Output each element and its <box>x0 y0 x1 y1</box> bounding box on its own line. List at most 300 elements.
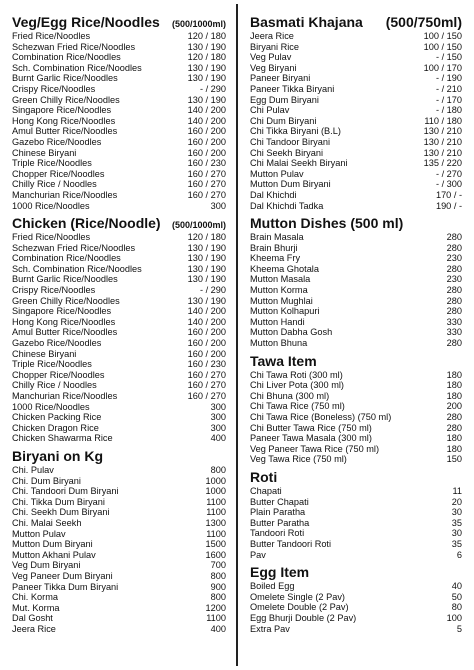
menu-item <box>250 253 462 264</box>
menu-item <box>250 317 462 328</box>
menu-item-name: Chi Tikka Biryani (B.L) <box>250 126 341 137</box>
menu-item-name: Mutton Dum Biryani <box>250 179 331 190</box>
menu-item <box>250 412 462 423</box>
menu-item-price: 160 / 270 <box>187 369 226 380</box>
menu-item <box>250 190 462 201</box>
menu-item-name: Brain Bhurji <box>250 242 298 253</box>
menu-item-name: Combination Rice/Noodles <box>12 253 121 264</box>
menu-item-price: 140 / 200 <box>187 115 226 126</box>
section-header <box>250 215 462 231</box>
menu-item-price: 40 <box>451 581 462 592</box>
menu-item <box>250 52 462 63</box>
menu-section <box>250 469 462 560</box>
menu-item <box>12 31 226 42</box>
menu-item-price: 160 / 200 <box>187 327 226 338</box>
menu-item-name: Boiled Egg <box>250 581 295 592</box>
menu-item-price: 280 <box>446 295 462 306</box>
menu-item <box>12 126 226 137</box>
menu-item-price: 1000 <box>205 475 226 486</box>
section-title: Roti <box>250 468 278 485</box>
menu-item-list <box>250 370 462 465</box>
menu-item-name: Chi. Seekh Dum Biryani <box>12 507 110 518</box>
menu-item-price: 130 / 190 <box>187 253 226 264</box>
menu-item <box>12 486 226 497</box>
menu-item <box>250 592 462 603</box>
menu-item <box>250 264 462 275</box>
menu-item <box>12 73 226 84</box>
menu-item-name: Green Chilly Rice/Noodles <box>12 295 120 306</box>
menu-item-name: Chi Seekh Biryani <box>250 147 324 158</box>
menu-item <box>12 518 226 529</box>
menu-item <box>12 507 226 518</box>
menu-item-price: 130 / 190 <box>187 274 226 285</box>
menu-item <box>12 63 226 74</box>
menu-item-name: 1000 Rice/Noodles <box>12 401 90 412</box>
menu-item <box>250 73 462 84</box>
section-title: Mutton Dishes (500 ml) <box>250 215 404 232</box>
menu-item-price: 6 <box>456 549 462 560</box>
menu-item-list <box>12 31 226 211</box>
menu-item <box>250 285 462 296</box>
menu-item <box>12 529 226 540</box>
menu-item-name: Mutton Handi <box>250 316 305 327</box>
menu-item-name: Mutton Bhuna <box>250 338 308 349</box>
menu-item <box>250 31 462 42</box>
menu-item <box>12 137 226 148</box>
menu-item-price: 280 <box>446 242 462 253</box>
menu-item-name: Hong Kong Rice/Noodles <box>12 316 116 327</box>
menu-item <box>12 465 226 476</box>
menu-item <box>12 582 226 593</box>
menu-item-price: 160 / 270 <box>187 179 226 190</box>
menu-item-price: 1300 <box>205 517 226 528</box>
menu-item <box>12 84 226 95</box>
menu-item-price: 800 <box>210 570 226 581</box>
menu-item-name: Chi. Korma <box>12 592 58 603</box>
menu-item-name: Veg Biryani <box>250 62 297 73</box>
menu-item-price: 130 / 190 <box>187 242 226 253</box>
menu-item-name: Fried Rice/Noodles <box>12 31 91 41</box>
menu-item-price: 160 / 270 <box>187 380 226 391</box>
menu-item <box>250 95 462 106</box>
menu-item <box>12 148 226 159</box>
menu-item <box>12 190 226 201</box>
menu-item-list <box>250 581 462 634</box>
section-size-note: (500/1000ml) <box>171 220 226 231</box>
menu-item-name: Chi Malai Seekh Biryani <box>250 158 348 169</box>
menu-item <box>250 116 462 127</box>
menu-item <box>12 592 226 603</box>
menu-item-price: 1500 <box>205 539 226 550</box>
menu-item-name: Egg Bhurji Double (2 Pav) <box>250 612 357 623</box>
menu-item <box>250 274 462 285</box>
menu-section <box>12 215 226 444</box>
menu-item <box>250 179 462 190</box>
menu-item <box>250 528 462 539</box>
menu-item <box>12 158 226 169</box>
menu-item-name: Amul Butter Rice/Noodles <box>12 126 118 137</box>
menu-item-price: 160 / 200 <box>187 126 226 137</box>
menu-item <box>250 232 462 243</box>
menu-item <box>12 359 226 370</box>
menu-item-price: 1600 <box>205 549 226 560</box>
menu-item-name: Chi Liver Pota (300 ml) <box>250 380 344 391</box>
menu-item-price: - / 290 <box>199 83 226 94</box>
menu-item-price: 35 <box>451 517 462 528</box>
menu-item-name: Veg Paneer Tawa Rice (750 ml) <box>250 443 380 454</box>
menu-item-price: 130 / 190 <box>187 263 226 274</box>
menu-item-name: 1000 Rice/Noodles <box>12 200 90 211</box>
menu-item-price: 30 <box>451 528 462 539</box>
menu-item <box>12 476 226 487</box>
menu-item-price: 160 / 270 <box>187 168 226 179</box>
menu-item-name: Mutton Pulav <box>12 528 66 539</box>
menu-item-name: Chapati <box>250 485 282 496</box>
menu-item-price: 130 / 190 <box>187 94 226 105</box>
menu-section <box>250 14 462 211</box>
menu-item-name: Mutton Masala <box>250 274 311 285</box>
menu-item-name: Paneer Tikka Dum Biryani <box>12 581 119 592</box>
menu-item-name: Mutton Dabha Gosh <box>250 327 333 338</box>
menu-item <box>250 497 462 508</box>
menu-item-price: 160 / 200 <box>187 348 226 359</box>
menu-item <box>250 63 462 74</box>
menu-item <box>12 433 226 444</box>
menu-item-price: - / 170 <box>435 94 462 105</box>
menu-item-price: 160 / 270 <box>187 189 226 200</box>
menu-item <box>250 486 462 497</box>
menu-item-price: 400 <box>210 623 226 634</box>
menu-item-name: Kheema Ghotala <box>250 263 319 274</box>
menu-item-price: 1100 <box>206 496 226 507</box>
section-title: Biryani on Kg <box>12 447 104 464</box>
menu-item-price: 180 <box>446 433 462 444</box>
menu-item-name: Schezwan Fried Rice/Noodles <box>12 242 136 253</box>
menu-item-name: Chicken Shawarma Rice <box>12 433 113 444</box>
menu-item <box>12 327 226 338</box>
menu-item-price: 30 <box>451 507 462 518</box>
menu-item-price: 170 / - <box>435 189 462 200</box>
menu-item <box>12 349 226 360</box>
menu-item-name: Omelete Double (2 Pav) <box>250 602 349 613</box>
menu-item-name: Veg Dum Biryani <box>12 560 81 571</box>
menu-section <box>250 215 462 349</box>
menu-item-price: 100 <box>446 612 462 623</box>
menu-item-name: Mutton Pulav <box>250 168 304 179</box>
menu-item-price: 280 <box>446 422 462 433</box>
menu-item <box>12 285 226 296</box>
section-header <box>250 353 462 369</box>
menu-item <box>12 338 226 349</box>
menu-item-list <box>12 465 226 635</box>
section-size-note: (500/750ml) <box>385 14 462 30</box>
menu-item-price: 180 <box>446 369 462 380</box>
menu-item-price: 20 <box>451 496 462 507</box>
section-title: Veg/Egg Rice/Noodles <box>12 14 160 30</box>
menu-item <box>250 338 462 349</box>
menu-item-price: 280 <box>446 263 462 274</box>
menu-item-price: - / 210 <box>435 83 462 94</box>
menu-item-name: Chi Tawa Rice (Boneless) (750 ml) <box>250 412 392 422</box>
menu-item <box>250 401 462 412</box>
menu-item-name: Egg Dum Biryani <box>250 94 319 105</box>
menu-item-price: 1100 <box>206 507 226 518</box>
menu-item-list <box>12 232 226 444</box>
menu-item-name: Chilly Rice / Noodles <box>12 179 97 190</box>
menu-item <box>12 232 226 243</box>
menu-item <box>12 306 226 317</box>
menu-item-price: 35 <box>451 538 462 549</box>
menu-item-name: Singapore Rice/Noodles <box>12 306 112 317</box>
menu-item-name: Burnt Garlic Rice/Noodles <box>12 274 118 285</box>
menu-section <box>250 564 462 634</box>
menu-item-name: Jeera Rice <box>250 31 294 41</box>
menu-item <box>250 126 462 137</box>
menu-item-price: 120 / 180 <box>187 232 226 243</box>
menu-item-price: - / 190 <box>435 73 462 84</box>
menu-item-price: 120 / 180 <box>187 52 226 63</box>
menu-item-price: 330 <box>446 316 462 327</box>
menu-item-name: Burnt Garlic Rice/Noodles <box>12 73 118 84</box>
menu-item-list <box>250 486 462 560</box>
menu-item-name: Chicken Packing Rice <box>12 412 102 423</box>
menu-item-price: 300 <box>210 412 226 423</box>
menu-item <box>12 380 226 391</box>
menu-section <box>250 353 462 465</box>
menu-item-name: Butter Paratha <box>250 517 310 528</box>
menu-item-price: 160 / 200 <box>187 147 226 158</box>
menu-item-price: 1200 <box>205 602 226 613</box>
menu-item-price: 200 <box>446 401 462 412</box>
section-header <box>250 564 462 580</box>
menu-item-price: 160 / 200 <box>187 136 226 147</box>
menu-item-price: 180 <box>446 380 462 391</box>
menu-item-name: Butter Chapati <box>250 496 309 507</box>
menu-item <box>12 423 226 434</box>
menu-item-name: Sch. Combination Rice/Noodles <box>12 263 142 274</box>
menu-item-price: 330 <box>446 327 462 338</box>
menu-item-name: Crispy Rice/Noodles <box>12 83 96 94</box>
menu-item-name: Biryani Rice <box>250 41 300 52</box>
menu-item <box>12 105 226 116</box>
menu-item <box>12 116 226 127</box>
menu-item-name: Amul Butter Rice/Noodles <box>12 327 118 338</box>
menu-item <box>12 391 226 402</box>
menu-item <box>250 105 462 116</box>
menu-item-price: 130 / 210 <box>423 147 462 158</box>
menu-item-name: Chi. Malai Seekh <box>12 517 82 528</box>
menu-item-price: 300 <box>210 401 226 412</box>
menu-item-name: Paneer Biryani <box>250 73 311 84</box>
menu-item-name: Chi. Tikka Dum Biryani <box>12 496 105 507</box>
menu-item <box>250 306 462 317</box>
menu-item <box>250 380 462 391</box>
menu-item <box>12 539 226 550</box>
menu-item-price: 280 <box>446 285 462 296</box>
menu-item-name: Chopper Rice/Noodles <box>12 369 105 380</box>
menu-item <box>12 179 226 190</box>
menu-item-price: 400 <box>210 433 226 444</box>
menu-item-name: Manchurian Rice/Noodles <box>12 189 118 200</box>
menu-item-name: Chi. Tandoori Dum Biryani <box>12 486 119 497</box>
menu-item-name: Chinese Biryani <box>12 147 77 158</box>
menu-item <box>12 613 226 624</box>
section-header <box>250 14 462 30</box>
menu-item-price: 190 / - <box>435 200 462 211</box>
menu-item-name: Chi Pulav <box>250 105 290 116</box>
menu-item-price: 900 <box>210 581 226 592</box>
menu-item <box>250 423 462 434</box>
menu-item <box>12 169 226 180</box>
menu-item <box>250 137 462 148</box>
menu-item-name: Gazebo Rice/Noodles <box>12 136 102 147</box>
menu-item-name: Butter Tandoori Roti <box>250 538 332 549</box>
menu-item-price: - / 290 <box>199 285 226 296</box>
menu-item-price: 120 / 180 <box>187 31 226 41</box>
menu-item-price: - / 150 <box>435 52 462 63</box>
menu-item <box>250 42 462 53</box>
menu-item <box>12 560 226 571</box>
menu-item-name: Chilly Rice / Noodles <box>12 380 97 391</box>
menu-item-name: Chi. Pulav <box>12 464 54 475</box>
menu-item <box>250 539 462 550</box>
menu-item-price: 280 <box>446 338 462 349</box>
menu-item <box>12 571 226 582</box>
menu-item-price: 130 / 190 <box>187 41 226 52</box>
section-header <box>12 215 226 231</box>
menu-item-price: 50 <box>451 591 462 602</box>
menu-item-price: 160 / 230 <box>187 158 226 169</box>
menu-item-price: 140 / 200 <box>187 105 226 116</box>
menu-item <box>12 243 226 254</box>
menu-item-price: 80 <box>451 602 462 613</box>
menu-item-price: 800 <box>210 464 226 475</box>
menu-item-name: Jeera Rice <box>12 623 56 634</box>
menu-item-name: Gazebo Rice/Noodles <box>12 338 102 349</box>
menu-left-column <box>12 10 226 634</box>
menu-item-price: 280 <box>446 412 462 422</box>
menu-item-name: Chi Butter Tawa Rice (750 ml) <box>250 422 372 433</box>
menu-item-name: Veg Paneer Dum Biryani <box>12 570 113 581</box>
menu-item <box>12 42 226 53</box>
menu-item <box>12 296 226 307</box>
menu-item-name: Chopper Rice/Noodles <box>12 168 105 179</box>
menu-item <box>250 169 462 180</box>
menu-item <box>12 497 226 508</box>
menu-item-price: 130 / 210 <box>423 126 462 137</box>
menu-item-price: 150 <box>446 454 462 465</box>
menu-item <box>250 602 462 613</box>
menu-item-name: Veg Tawa Rice (750 ml) <box>250 454 347 465</box>
menu-item-name: Chi Dum Biryani <box>250 115 317 126</box>
menu-item-price: - / 180 <box>435 105 462 116</box>
menu-item-price: 180 <box>446 443 462 454</box>
menu-item-price: 130 / 210 <box>423 136 462 147</box>
menu-item-price: 300 <box>210 422 226 433</box>
menu-item-price: 135 / 220 <box>423 158 462 169</box>
menu-item <box>250 148 462 159</box>
menu-item-price: 280 <box>446 306 462 317</box>
menu-item <box>12 201 226 212</box>
menu-item-name: Chinese Biryani <box>12 348 77 359</box>
menu-item-price: 180 <box>446 390 462 401</box>
menu-item <box>12 412 226 423</box>
menu-item-name: Plain Paratha <box>250 507 306 518</box>
menu-item <box>250 84 462 95</box>
menu-item-price: 140 / 200 <box>187 316 226 327</box>
menu-item-name: Mutton Mughlai <box>250 295 313 306</box>
menu-item-list <box>250 232 462 349</box>
menu-item <box>12 370 226 381</box>
section-header <box>250 469 462 485</box>
menu-item-name: Dal Khichdi <box>250 189 297 200</box>
menu-item <box>12 402 226 413</box>
menu-item-name: Chi Bhuna (300 ml) <box>250 390 330 401</box>
menu-item-price: 1100 <box>206 528 226 539</box>
menu-item-name: Mutton Kolhapuri <box>250 306 320 317</box>
section-title: Chicken (Rice/Noodle) <box>12 215 161 232</box>
menu-item-name: Chi. Dum Biryani <box>12 475 81 486</box>
menu-item <box>250 581 462 592</box>
menu-item <box>12 264 226 275</box>
menu-section <box>12 14 226 211</box>
menu-item-name: Dal Gosht <box>12 613 53 624</box>
menu-item <box>250 201 462 212</box>
section-header <box>12 448 226 464</box>
section-size-note: (500/1000ml) <box>171 19 226 29</box>
menu-item-price: 11 <box>452 485 462 496</box>
menu-item <box>250 550 462 561</box>
menu-item-price: 100 / 150 <box>423 41 462 52</box>
menu-item-price: - / 300 <box>435 179 462 190</box>
menu-item-name: Hong Kong Rice/Noodles <box>12 115 116 126</box>
menu-item-name: Omelete Single (2 Pav) <box>250 591 345 602</box>
menu-item-price: 300 <box>210 200 226 211</box>
menu-item-name: Extra Pav <box>250 623 290 634</box>
menu-item-name: Fried Rice/Noodles <box>12 232 91 243</box>
menu-item-name: Chi Tawa Rice (750 ml) <box>250 401 345 412</box>
menu-item <box>250 454 462 465</box>
menu-item <box>12 95 226 106</box>
menu-item-price: 1000 <box>205 486 226 497</box>
menu-item-price: 230 <box>446 253 462 264</box>
menu-item-name: Kheema Fry <box>250 253 301 264</box>
menu-item <box>12 550 226 561</box>
menu-item-name: Tandoori Roti <box>250 528 305 539</box>
menu-item-price: 140 / 200 <box>187 306 226 317</box>
menu-item-name: Paneer Tawa Masala (300 ml) <box>250 433 372 444</box>
section-title: Basmati Khajana <box>250 14 363 30</box>
menu-item-name: Triple Rice/Noodles <box>12 359 92 370</box>
menu-item-price: 130 / 190 <box>187 62 226 73</box>
menu-item-name: Green Chilly Rice/Noodles <box>12 94 120 105</box>
menu-item-price: 1100 <box>206 613 226 624</box>
menu-item-name: Schezwan Fried Rice/Noodles <box>12 41 136 52</box>
menu-item <box>250 158 462 169</box>
menu-item-name: Veg Pulav <box>250 52 292 63</box>
menu-item <box>12 624 226 635</box>
menu-item-price: 280 <box>446 232 462 243</box>
menu-item-price: 800 <box>210 592 226 603</box>
menu-item-name: Mutton Korma <box>250 285 308 296</box>
menu-item <box>250 433 462 444</box>
menu-item-price: 160 / 200 <box>187 338 226 349</box>
menu-item-name: Mutton Dum Biryani <box>12 539 93 550</box>
menu-item <box>250 444 462 455</box>
section-title: Tawa Item <box>250 352 317 369</box>
menu-item <box>250 391 462 402</box>
menu-item-name: Mutton Akhani Pulav <box>12 549 96 560</box>
